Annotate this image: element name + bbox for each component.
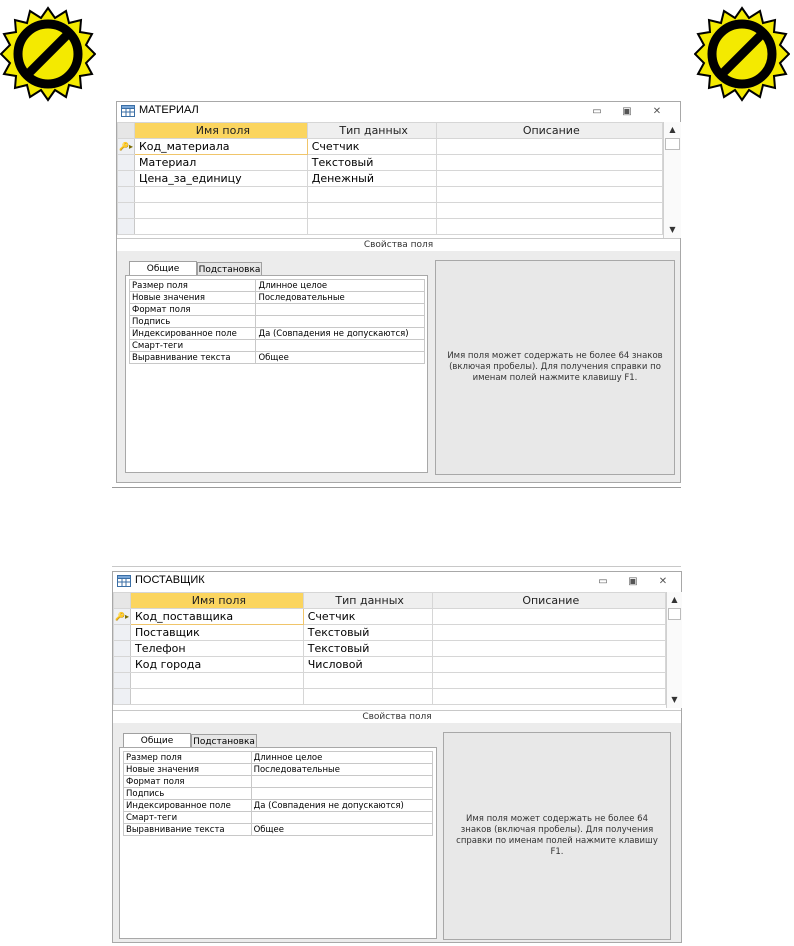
property-row[interactable] <box>124 752 433 764</box>
table-design-window-supplier <box>112 571 682 943</box>
help-text: Имя поля может содержать не более 64 знаков (включая пробелы). Для получения справки по именам полей нажмите клавишу F1. <box>456 814 658 857</box>
property-value[interactable] <box>256 316 425 328</box>
property-value[interactable]: Длинное целое <box>251 752 432 764</box>
description-cell[interactable] <box>432 657 665 673</box>
property-row[interactable] <box>124 788 433 800</box>
property-row[interactable] <box>130 340 425 352</box>
property-label: Смарт-теги <box>124 812 252 824</box>
property-value[interactable] <box>256 340 425 352</box>
property-label: Индексированное поле <box>124 800 252 812</box>
property-label: Индексированное поле <box>130 328 256 340</box>
table-icon <box>117 575 131 587</box>
field-name-cell[interactable]: Код города <box>130 657 303 673</box>
property-value[interactable]: Длинное целое <box>256 280 425 292</box>
property-label: Новые значения <box>124 764 252 776</box>
data-type-cell[interactable]: Текстовый <box>303 641 432 657</box>
minimize-button[interactable]: ▭ <box>598 576 608 587</box>
row-selector-header <box>118 123 135 139</box>
table-row[interactable] <box>114 689 666 705</box>
row-selector[interactable] <box>118 187 135 203</box>
general-properties-box <box>125 275 428 473</box>
property-label: Выравнивание текста <box>130 352 256 364</box>
table-row[interactable] <box>118 203 663 219</box>
field-name-cell[interactable] <box>130 673 303 689</box>
property-value[interactable] <box>251 812 432 824</box>
table-row[interactable] <box>114 609 666 625</box>
primary-key-icon[interactable]: 🔑▸ <box>114 609 131 625</box>
properties-table <box>129 279 425 364</box>
property-label: Выравнивание текста <box>124 824 252 836</box>
property-value[interactable]: Да (Совпадения не допускаются) <box>251 800 432 812</box>
data-type-cell[interactable] <box>303 689 432 705</box>
row-selector[interactable] <box>118 203 135 219</box>
description-cell[interactable] <box>432 641 665 657</box>
vertical-scrollbar[interactable] <box>663 122 681 238</box>
close-button[interactable]: ✕ <box>652 106 662 117</box>
field-name-cell[interactable] <box>134 203 307 219</box>
scroll-down-icon[interactable]: ▼ <box>669 225 676 234</box>
tab-general[interactable]: Общие <box>123 733 191 747</box>
close-button[interactable]: ✕ <box>658 576 668 587</box>
description-cell[interactable] <box>432 673 665 689</box>
data-type-cell[interactable]: Текстовый <box>307 155 436 171</box>
scroll-down-icon[interactable]: ▼ <box>671 695 678 704</box>
table-row[interactable] <box>114 657 666 673</box>
property-label: Формат поля <box>130 304 256 316</box>
description-cell[interactable] <box>436 219 662 235</box>
field-properties-label: Свойства поля <box>113 710 681 724</box>
data-type-cell[interactable]: Числовой <box>303 657 432 673</box>
row-selector[interactable] <box>118 155 135 171</box>
row-selector[interactable] <box>114 689 131 705</box>
tab-lookup[interactable]: Подстановка <box>191 734 257 748</box>
field-grid <box>117 122 663 235</box>
column-header-data-type[interactable]: Тип данных <box>303 593 432 609</box>
property-label: Новые значения <box>130 292 256 304</box>
property-row[interactable] <box>124 812 433 824</box>
column-header-data-type[interactable]: Тип данных <box>307 123 436 139</box>
description-cell[interactable] <box>432 625 665 641</box>
row-selector-header <box>114 593 131 609</box>
table-icon <box>121 105 135 117</box>
scroll-thumb[interactable] <box>668 608 681 620</box>
window-title: ПОСТАВЩИК <box>135 574 205 586</box>
row-selector[interactable] <box>114 673 131 689</box>
table-row[interactable] <box>114 625 666 641</box>
property-value[interactable]: Да (Совпадения не допускаются) <box>256 328 425 340</box>
property-label: Смарт-теги <box>130 340 256 352</box>
data-type-cell[interactable] <box>307 219 436 235</box>
table-design-window-material <box>116 101 681 483</box>
prohibition-sign-icon <box>0 6 96 102</box>
field-name-cell[interactable]: Поставщик <box>130 625 303 641</box>
field-properties-label: Свойства поля <box>117 238 680 252</box>
table-row[interactable] <box>114 641 666 657</box>
property-value[interactable]: Последовательные <box>256 292 425 304</box>
property-value[interactable]: Общее <box>256 352 425 364</box>
column-header-field-name[interactable]: Имя поля <box>134 123 307 139</box>
scroll-thumb[interactable] <box>665 138 680 150</box>
row-selector[interactable] <box>118 219 135 235</box>
property-value[interactable] <box>256 304 425 316</box>
description-cell[interactable] <box>436 203 662 219</box>
data-type-cell[interactable] <box>307 203 436 219</box>
field-name-cell[interactable] <box>134 219 307 235</box>
vertical-scrollbar[interactable] <box>666 592 682 708</box>
field-name-cell[interactable]: Код_материала <box>134 139 307 155</box>
property-label: Размер поля <box>130 280 256 292</box>
restore-button[interactable]: ▣ <box>628 576 638 587</box>
property-value[interactable] <box>251 788 432 800</box>
description-cell[interactable] <box>436 187 662 203</box>
property-row[interactable] <box>124 764 433 776</box>
property-value[interactable]: Общее <box>251 824 432 836</box>
window-title: МАТЕРИАЛ <box>139 104 199 116</box>
property-row[interactable] <box>124 776 433 788</box>
column-header-description[interactable]: Описание <box>432 593 665 609</box>
property-label: Формат поля <box>124 776 252 788</box>
table-row[interactable] <box>114 673 666 689</box>
property-row[interactable] <box>130 280 425 292</box>
description-cell[interactable] <box>432 609 665 625</box>
field-name-cell[interactable]: Код_поставщика <box>130 609 303 625</box>
property-row[interactable] <box>130 316 425 328</box>
data-type-cell[interactable] <box>307 187 436 203</box>
property-row[interactable] <box>130 352 425 364</box>
field-name-cell[interactable] <box>130 689 303 705</box>
field-name-cell[interactable]: Цена_за_единицу <box>134 171 307 187</box>
table-row[interactable] <box>118 187 663 203</box>
property-row[interactable] <box>130 304 425 316</box>
property-row[interactable] <box>130 292 425 304</box>
property-row[interactable] <box>124 800 433 812</box>
data-type-cell[interactable] <box>303 673 432 689</box>
description-cell[interactable] <box>436 139 662 155</box>
data-type-cell[interactable]: Счетчик <box>303 609 432 625</box>
property-value[interactable] <box>251 776 432 788</box>
row-selector[interactable] <box>114 625 131 641</box>
field-properties-pane <box>113 723 681 942</box>
description-cell[interactable] <box>436 171 662 187</box>
table-row[interactable] <box>118 219 663 235</box>
properties-table <box>123 751 433 836</box>
data-type-cell[interactable]: Счетчик <box>307 139 436 155</box>
property-row[interactable] <box>130 328 425 340</box>
property-label: Размер поля <box>124 752 252 764</box>
row-selector[interactable] <box>118 171 135 187</box>
property-label: Подпись <box>130 316 256 328</box>
primary-key-icon[interactable]: 🔑▸ <box>118 139 135 155</box>
scroll-up-icon[interactable]: ▲ <box>669 125 676 134</box>
help-panel <box>435 260 675 475</box>
property-label: Подпись <box>124 788 252 800</box>
divider <box>112 566 681 567</box>
column-header-description[interactable]: Описание <box>436 123 662 139</box>
property-value[interactable]: Последовательные <box>251 764 432 776</box>
scroll-up-icon[interactable]: ▲ <box>671 595 678 604</box>
window-titlebar <box>113 572 681 593</box>
row-selector[interactable] <box>114 657 131 673</box>
field-grid <box>113 592 666 705</box>
table-row[interactable] <box>118 155 663 171</box>
tab-general[interactable]: Общие <box>129 261 197 275</box>
table-row[interactable] <box>118 171 663 187</box>
help-text: Имя поля может содержать не более 64 знаков (включая пробелы). Для получения справки по именам полей нажмите клавишу F1. <box>447 351 663 383</box>
property-row[interactable] <box>124 824 433 836</box>
field-name-cell[interactable]: Материал <box>134 155 307 171</box>
help-panel <box>443 732 671 940</box>
general-properties-box <box>119 747 437 939</box>
description-cell[interactable] <box>432 689 665 705</box>
column-header-field-name[interactable]: Имя поля <box>130 593 303 609</box>
field-properties-pane <box>117 251 680 482</box>
restore-button[interactable]: ▣ <box>622 106 632 117</box>
field-name-cell[interactable]: Телефон <box>130 641 303 657</box>
data-type-cell[interactable]: Текстовый <box>303 625 432 641</box>
tab-lookup[interactable]: Подстановка <box>197 262 262 276</box>
data-type-cell[interactable]: Денежный <box>307 171 436 187</box>
description-cell[interactable] <box>436 155 662 171</box>
minimize-button[interactable]: ▭ <box>592 106 602 117</box>
window-titlebar <box>117 102 680 123</box>
table-row[interactable] <box>118 139 663 155</box>
field-name-cell[interactable] <box>134 187 307 203</box>
row-selector[interactable] <box>114 641 131 657</box>
prohibition-sign-icon <box>694 6 790 102</box>
divider <box>112 487 681 488</box>
